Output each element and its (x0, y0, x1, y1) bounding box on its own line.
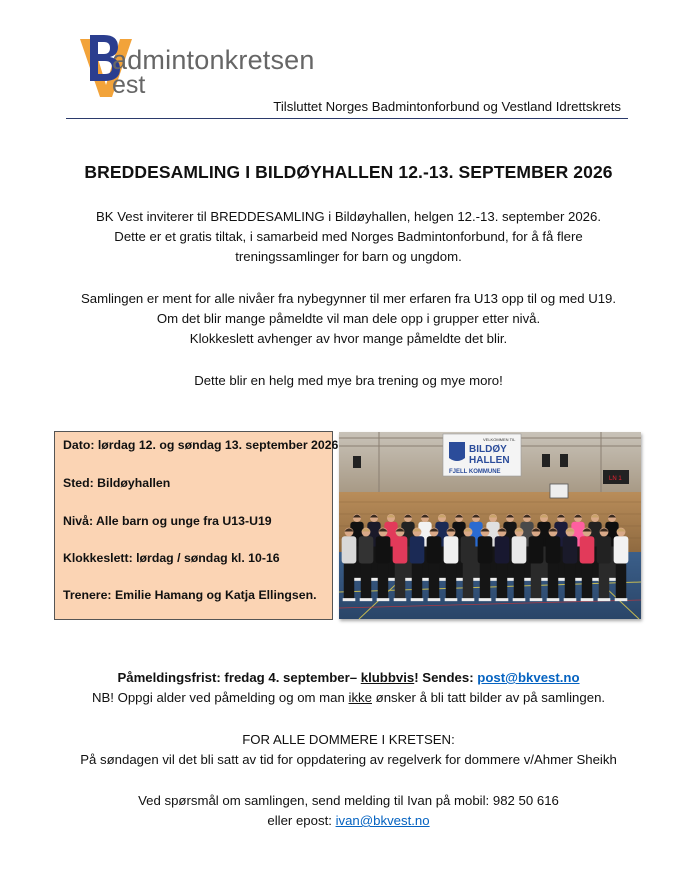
contact-email-prefix: eller epost: (267, 813, 336, 828)
group-photo (339, 432, 641, 619)
fun-line: Dette blir en helg med mye bra trening og mye moro! (194, 373, 503, 388)
levels-line: Samlingen er ment for alle nivåer fra nybegynner til mer erfaren fra U13 opp til og med U19. (80, 291, 617, 306)
contact-line: Ved spørsmål om samlingen, send melding til Ivan på mobil: 982 50 616 (138, 793, 559, 808)
note-after: ønsker å bli tatt bilder av på samlingen. (371, 690, 606, 705)
referees-section (0, 730, 697, 770)
info-place: Sted: Bildøyhallen (63, 476, 171, 490)
banner-name-1: BILDØY (469, 444, 507, 455)
header-divider (66, 118, 628, 119)
contact-section (0, 791, 697, 831)
note-before: NB! Oppgi alder ved påmelding og om man (91, 690, 349, 705)
intro-line: BK Vest inviterer til BREDDESAMLING i Bildøyhallen, helgen 12.-13. september 2026. (95, 209, 602, 224)
info-level: Nivå: Alle barn og unge fra U13-U19 (63, 514, 272, 528)
deadline-middle: ! Sendes: (414, 670, 478, 685)
referees-heading: FOR ALLE DOMMERE I KRETSEN: (242, 732, 455, 747)
registration-section (0, 668, 697, 708)
referees-text: På søndagen vil det bli satt av tid for oppdatering av regelverk for dommere v/Ahmer Sheikh (80, 752, 617, 767)
banner-welcome: VELKOMMEN TIL (483, 437, 516, 442)
intro-line: treningssamlinger for barn og ungdom. (235, 249, 462, 264)
deadline-line (0, 668, 697, 688)
banner-name-2: HALLEN (469, 455, 510, 466)
logo-text-line2: est (112, 71, 146, 99)
event-info-box (54, 431, 339, 620)
levels-paragraph (0, 289, 697, 349)
intro-line: Dette er et gratis tiltak, i samarbeid med Norges Badmintonforbund, for å få flere (114, 229, 583, 244)
info-coaches: Trenere: Emilie Hamang og Katja Ellingsen. (63, 588, 317, 602)
note-line (0, 688, 697, 708)
affiliation-text: Tilsluttet Norges Badmintonforbund og Vestland Idrettskrets (273, 99, 621, 114)
deadline-clubwise: klubbvis (360, 670, 415, 685)
contact-email-line (0, 811, 697, 831)
levels-line: Om det blir mange påmeldte vil man dele opp i grupper etter nivå. (156, 311, 541, 326)
contact-email-link[interactable]: ivan@bkvest.no (335, 813, 430, 828)
note-not: ikke (348, 690, 372, 705)
logo-text-line1: admintonkretsen (112, 45, 315, 75)
intro-paragraph (0, 207, 697, 267)
info-time: Klokkeslett: lørdag / søndag kl. 10-16 (63, 551, 280, 565)
registration-email-link[interactable]: post@bkvest.no (477, 670, 580, 685)
info-date: Dato: lørdag 12. og søndag 13. september 2026 (63, 438, 339, 452)
scoreboard-text: LN 1 (609, 476, 622, 482)
levels-line: Klokkeslett avhenger av hvor mange påmeldte det blir. (189, 331, 508, 346)
document-title: BREDDESAMLING I BILDØYHALLEN 12.-13. SEPTEMBER 2026 (84, 162, 613, 182)
banner-municipality: FJELL KOMMUNE (449, 469, 501, 475)
deadline-prefix: Påmeldingsfrist: fredag 4. september– (117, 670, 361, 685)
